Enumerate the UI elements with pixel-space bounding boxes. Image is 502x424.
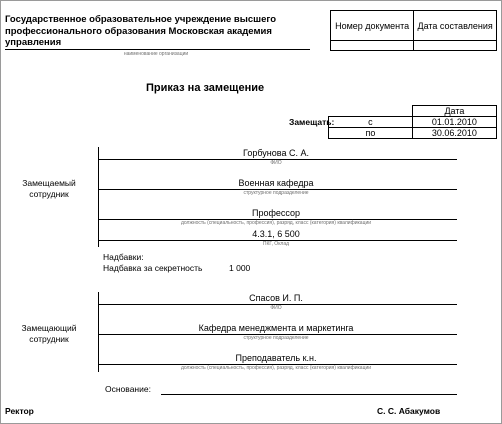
replacing-name-caption: ФИО bbox=[270, 305, 282, 311]
replacing-position-caption: должность (специальность, профессия), разряд, класс (категория) квалификации bbox=[180, 365, 372, 371]
allowance-value[interactable]: 1 000 bbox=[229, 263, 251, 273]
period-label: Замещать: bbox=[289, 117, 335, 127]
replaced-name-caption: ФИО bbox=[270, 160, 282, 166]
allowances-title: Надбавки: bbox=[103, 252, 144, 262]
document-number-header: Номер документа bbox=[331, 11, 414, 41]
document-number-value[interactable] bbox=[331, 41, 414, 51]
replacing-section-label: Замещающий сотрудник bbox=[21, 323, 77, 344]
period-table bbox=[328, 105, 497, 139]
page-title: Приказ на замещение bbox=[146, 82, 265, 94]
period-from-label: с bbox=[329, 117, 413, 128]
basis-field[interactable] bbox=[161, 394, 457, 395]
replacing-department-caption: структурное подразделение bbox=[243, 335, 309, 341]
document-date-header: Дата составления bbox=[414, 11, 497, 41]
document-date-value[interactable] bbox=[414, 41, 497, 51]
replacing-department[interactable]: Кафедра менеджмента и маркетинга bbox=[198, 323, 354, 333]
basis-label: Основание: bbox=[105, 384, 151, 394]
signer-name: С. С. Абакумов bbox=[377, 406, 441, 416]
replaced-department[interactable]: Военная кафедра bbox=[238, 178, 314, 188]
replaced-department-caption: структурное подразделение bbox=[243, 190, 309, 196]
replaced-position[interactable]: Профессор bbox=[251, 208, 300, 218]
organization-caption: наименование организации bbox=[123, 51, 189, 57]
document-table bbox=[330, 10, 497, 51]
replaced-bracket bbox=[98, 147, 99, 247]
period-to-label: по bbox=[329, 128, 413, 139]
period-to-value[interactable]: 30.06.2010 bbox=[412, 128, 496, 139]
replacing-name[interactable]: Спасов И. П. bbox=[249, 293, 303, 303]
replaced-position-caption: должность (специальность, профессия), разряд, класс (категория) квалификации bbox=[180, 220, 372, 226]
replaced-section-label: Замещаемый сотрудник bbox=[22, 178, 76, 199]
organization-name: Государственное образовательное учреждение высшего профессионального образования Московская академия управления bbox=[5, 14, 276, 48]
period-from-value[interactable]: 01.01.2010 bbox=[412, 117, 496, 128]
period-date-header: Дата bbox=[412, 106, 496, 117]
organization-underline bbox=[5, 49, 310, 50]
replaced-salary[interactable]: 4.3.1, 6 500 bbox=[252, 229, 300, 239]
replaced-name[interactable]: Горбунова С. А. bbox=[243, 148, 309, 158]
allowance-label: Надбавка за секретность bbox=[103, 263, 203, 273]
signer-role: Ректор bbox=[5, 406, 34, 416]
replacing-position[interactable]: Преподаватель к.н. bbox=[235, 353, 317, 363]
replaced-salary-caption: ПКГ, Оклад bbox=[262, 241, 290, 247]
